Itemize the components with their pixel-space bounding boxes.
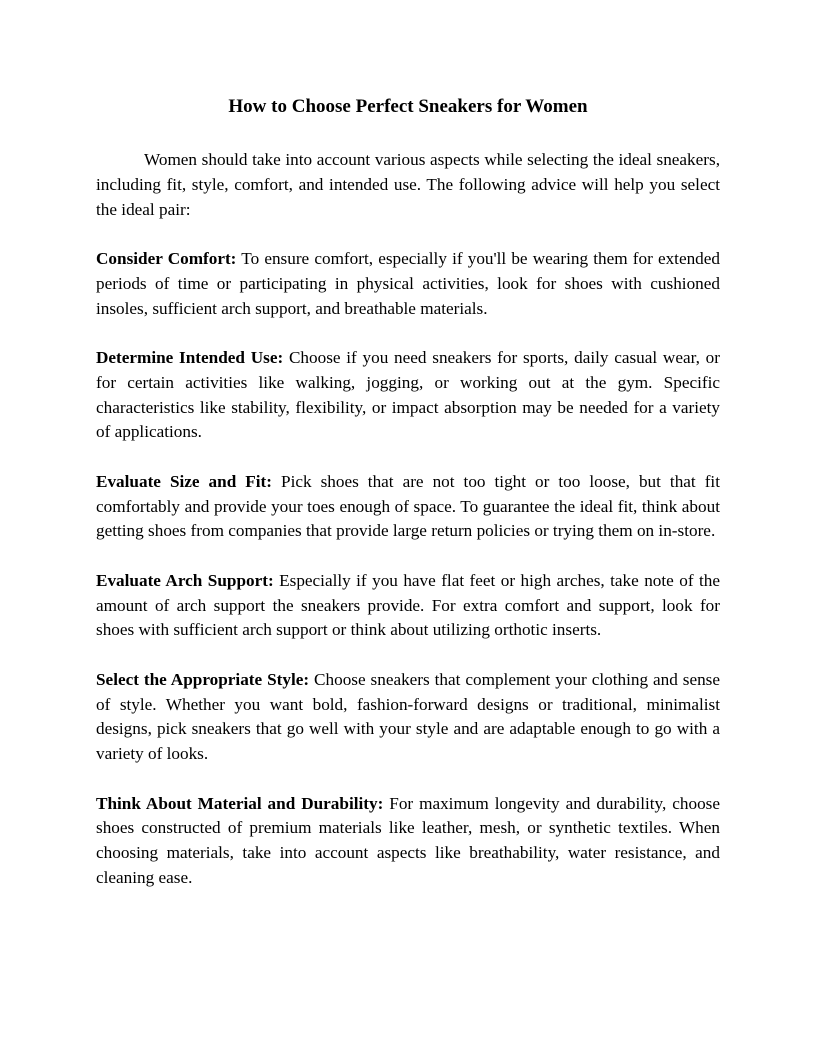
section-arch-support — [96, 569, 720, 643]
section-body: Especially if you have flat feet or high arches, take note of the amount of arch support the sneakers provide. For extra comfort and support, look for shoes with sufficient arch support or think about utilizing orthotic inserts. — [96, 570, 720, 640]
section-heading: Evaluate Size and Fit: — [96, 471, 272, 491]
section-comfort — [96, 247, 720, 321]
document-title: How to Choose Perfect Sneakers for Women — [228, 96, 588, 117]
section-heading: Consider Comfort: — [96, 248, 237, 268]
section-body: Choose sneakers that complement your clothing and sense of style. Whether you want bold, fashion-forward designs or traditional, minimalist designs, pick sneakers that go well with your style and are adaptable enough to go with a variety of looks. — [96, 669, 720, 764]
section-size-fit — [96, 470, 720, 544]
section-heading: Determine Intended Use: — [96, 347, 284, 367]
document-page — [96, 94, 720, 915]
section-heading: Think About Material and Durability: — [96, 793, 384, 813]
section-intended-use — [96, 346, 720, 445]
intro-paragraph: Women should take into account various aspects while selecting the ideal sneakers, including fit, style, comfort, and intended use. The following advice will help you select the ideal pair: — [96, 150, 720, 219]
section-body: Choose if you need sneakers for sports, daily casual wear, or for certain activities like walking, jogging, or working out at the gym. Specific characteristics like stability, flexibility, or impact absorption may be needed for a variety of applications. — [96, 347, 720, 442]
section-material-durability — [96, 792, 720, 891]
section-body: To ensure comfort, especially if you'll be wearing them for extended periods of time or participating in physical activities, look for shoes with cushioned insoles, sufficient arch support, and breathable materials. — [96, 248, 720, 318]
section-body: Pick shoes that are not too tight or too loose, but that fit comfortably and provide your toes enough of space. To guarantee the ideal fit, think about getting shoes from companies that provide large return policies or trying them on in-store. — [96, 471, 720, 541]
section-style — [96, 668, 720, 767]
section-heading: Evaluate Arch Support: — [96, 570, 274, 590]
section-body: For maximum longevity and durability, choose shoes constructed of premium materials like leather, mesh, or synthetic textiles. When choosing materials, take into account aspects like breathability, water resistance, and cleaning ease. — [96, 793, 720, 887]
section-heading: Select the Appropriate Style: — [96, 669, 310, 689]
